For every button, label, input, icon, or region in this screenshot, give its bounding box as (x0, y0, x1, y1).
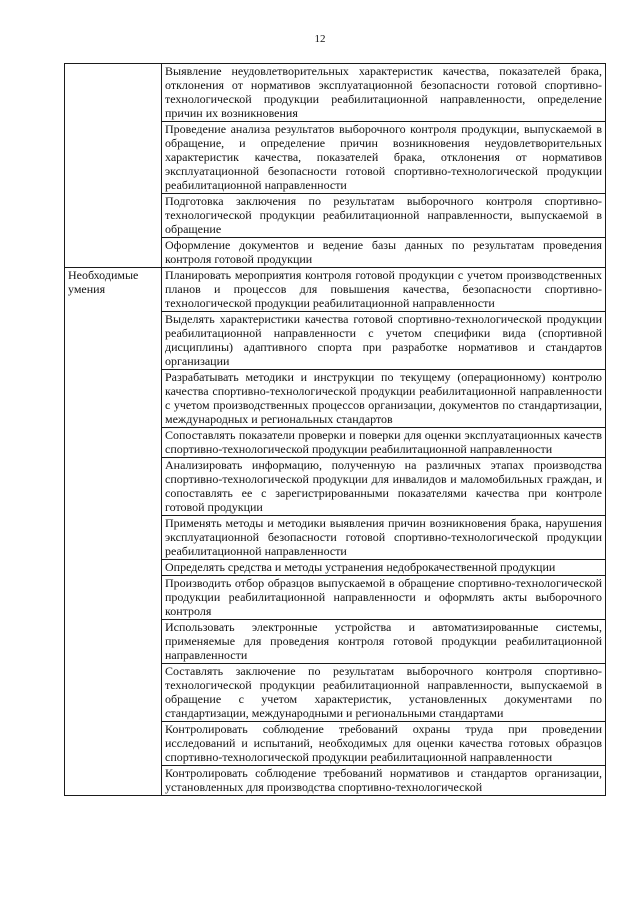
table-row (65, 268, 606, 312)
table-cell-text: Подготовка заключения по результатам выборочного контроля спортивно-технологической продукции реабилитационной направленности, выпускаемой в обращение (162, 194, 606, 238)
section-label-skills: Необходимые умения (65, 268, 162, 796)
table-row (65, 64, 606, 122)
table-cell-text: Сопоставлять показатели проверки и поверки для оценки эксплуатационных качеств спортивно-технологической продукции реабилитационной направленности (162, 428, 606, 458)
table-cell-text: Выделять характеристики качества готовой спортивно-технологической продукции реабилитационной направленности с учетом специфики вида (спортивной дисциплины) адаптивного спорта при разработке нормативов и стандартов организации (162, 312, 606, 370)
table-cell-text: Разрабатывать методики и инструкции по текущему (операционному) контролю качества спортивно-технологической продукции реабилитационной направленности с учетом производственных процессов организации, документов по стандартизации, международных и региональных стандартов (162, 370, 606, 428)
table-cell-text: Производить отбор образцов выпускаемой в обращение спортивно-технологической продукции реабилитационной направленности и оформлять акты выборочного контроля (162, 576, 606, 620)
requirements-table (64, 63, 606, 796)
table-cell-text: Составлять заключение по результатам выборочного контроля спортивно-технологической продукции реабилитационной направленности, выпускаемой в обращение с учетом характеристик, установленных документами по стандартизации, международными и региональными стандартами (162, 664, 606, 722)
table-cell-text: Использовать электронные устройства и автоматизированные системы, применяемые для проведения контроля готовой продукции реабилитационной направленности (162, 620, 606, 664)
table-cell-text: Контролировать соблюдение требований нормативов и стандартов организации, установленных для производства спортивно-технологической (162, 766, 606, 796)
table-cell-text: Анализировать информацию, полученную на различных этапах производства спортивно-технологической продукции для инвалидов и маломобильных граждан, и сопоставлять ее с зарегистрированными показателями качества при контроле готовой продукции (162, 458, 606, 516)
table-cell-text: Оформление документов и ведение базы данных по результатам проведения контроля готовой продукции (162, 238, 606, 268)
row-label-empty (65, 64, 162, 268)
table-cell-text: Контролировать соблюдение требований охраны труда при проведении исследований и испытаний, необходимых для оценки качества готовых образцов спортивно-технологической продукции реабилитационной направленности (162, 722, 606, 766)
table-cell-text: Планировать мероприятия контроля готовой продукции с учетом производственных планов и процессов для повышения качества, безопасности спортивно-технологической продукции реабилитационной направленности (162, 268, 606, 312)
table-cell-text: Проведение анализа результатов выборочного контроля продукции, выпускаемой в обращение, и определение причин возникновения неудовлетворительных характеристик качества, показателей брака, отклонения от нормативов эксплуатационной безопасности готовой спортивно-технологической продукции реабилитационной направленности (162, 122, 606, 194)
table-cell-text: Применять методы и методики выявления причин возникновения брака, нарушения эксплуатационной безопасности готовой спортивно-технологической продукции реабилитационной направленности (162, 516, 606, 560)
page-number: 12 (314, 33, 326, 45)
table-cell-text: Выявление неудовлетворительных характеристик качества, показателей брака, отклонения от нормативов эксплуатационной безопасности готовой спортивно-технологической продукции реабилитационной направленности, определение причин их возникновения (162, 64, 606, 122)
table-cell-text: Определять средства и методы устранения недоброкачественной продукции (162, 560, 606, 576)
